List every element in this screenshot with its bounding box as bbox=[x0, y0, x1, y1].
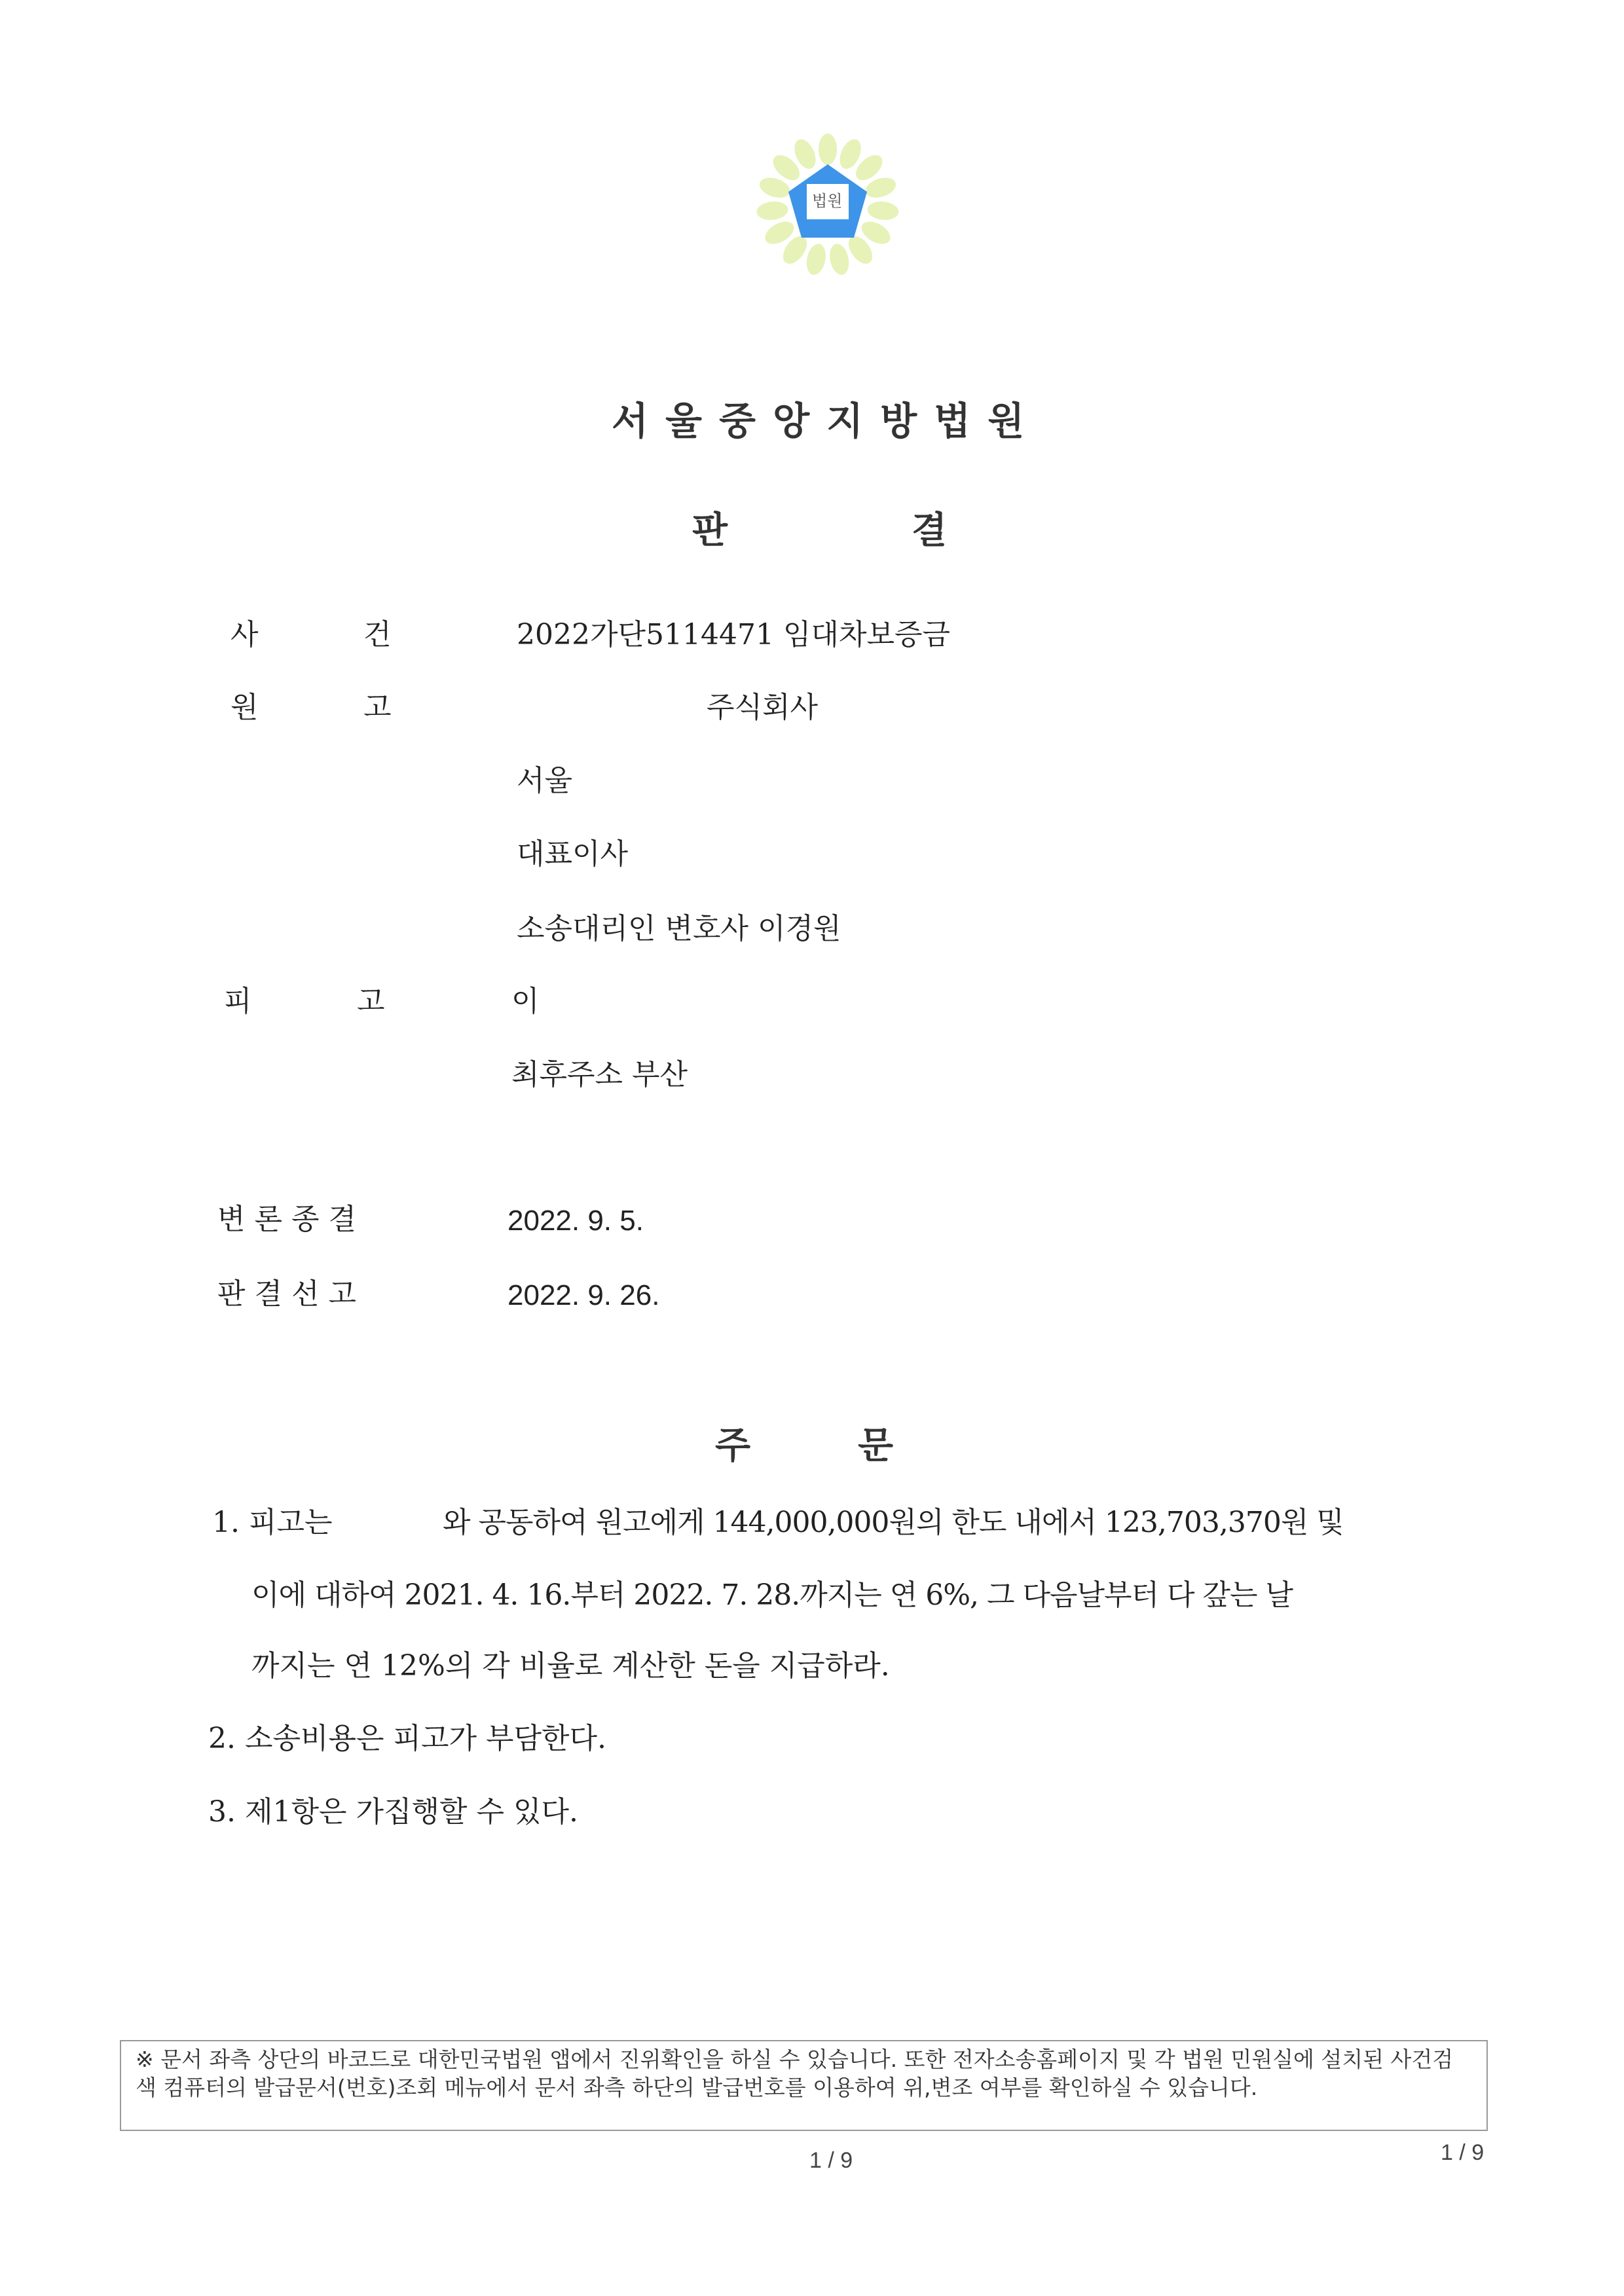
order-1-line2: 이에 대하여 2021. 4. 16.부터 2022. 7. 28.까지는 연 6%, 그 다음날부터 다 갚는 날 bbox=[251, 1578, 1293, 1612]
plaintiff-address: 서울 bbox=[517, 764, 573, 797]
doc-title-2: 결 bbox=[912, 509, 948, 552]
verification-notice: ※ 문서 좌측 상단의 바코드로 대한민국법원 앱에서 진위확인을 하실 수 있습니다. 또한 전자소송홈페이지 및 각 법원 민원실에 설치된 사건검색 컴퓨터의 발급문서(번호)조회 메뉴에서 문서 좌측 하단의 발급번호를 이용하여 위,변조 여부를 확인하실 수 있습니다. bbox=[120, 2040, 1488, 2131]
plaintiff-name: 주식회사 bbox=[707, 691, 819, 724]
case-label-2: 건 bbox=[363, 618, 392, 651]
doc-title-1: 판 bbox=[692, 509, 728, 552]
court-name: 서울중앙지방법원 bbox=[612, 399, 1042, 443]
order-1-line1a: 1. 피고는 bbox=[212, 1506, 333, 1539]
page-number: 1 / 9 bbox=[809, 2148, 853, 2173]
closing-date: 2022. 9. 5. bbox=[507, 1205, 644, 1237]
case-value: 2022가단5114471 임대차보증금 bbox=[517, 618, 950, 651]
page-number-right: 1 / 9 bbox=[1441, 2140, 1485, 2165]
order-3: 3. 제1항은 가집행할 수 있다. bbox=[208, 1795, 578, 1829]
case-label-1: 사 bbox=[231, 618, 259, 651]
defendant-address: 최후주소 부산 bbox=[511, 1058, 688, 1091]
order-heading-2: 문 bbox=[858, 1425, 894, 1467]
order-1-line1b: 와 공동하여 원고에게 144,000,000원의 한도 내에서 123,703,370원 및 bbox=[443, 1506, 1344, 1539]
plaintiff-label-1: 원 bbox=[231, 691, 259, 724]
court-seal bbox=[756, 133, 900, 277]
defendant-label-2: 고 bbox=[357, 985, 385, 1018]
sentencing-label: 판 결 선 고 bbox=[217, 1277, 356, 1311]
plaintiff-attorney: 소송대리인 변호사 이경원 bbox=[517, 912, 841, 945]
order-2: 2. 소송비용은 피고가 부담한다. bbox=[208, 1722, 606, 1755]
sentencing-date: 2022. 9. 26. bbox=[507, 1279, 660, 1311]
plaintiff-representative: 대표이사 bbox=[517, 837, 629, 871]
closing-label: 변 론 종 결 bbox=[217, 1203, 356, 1236]
plaintiff-label-2: 고 bbox=[363, 691, 392, 724]
seal-text: 법원 bbox=[812, 192, 843, 210]
order-1-line3: 까지는 연 12%의 각 비율로 계산한 돈을 지급하라. bbox=[251, 1649, 890, 1683]
defendant-label-1: 피 bbox=[224, 985, 252, 1018]
order-heading-1: 주 bbox=[715, 1425, 751, 1467]
defendant-name: 이 bbox=[511, 985, 540, 1018]
